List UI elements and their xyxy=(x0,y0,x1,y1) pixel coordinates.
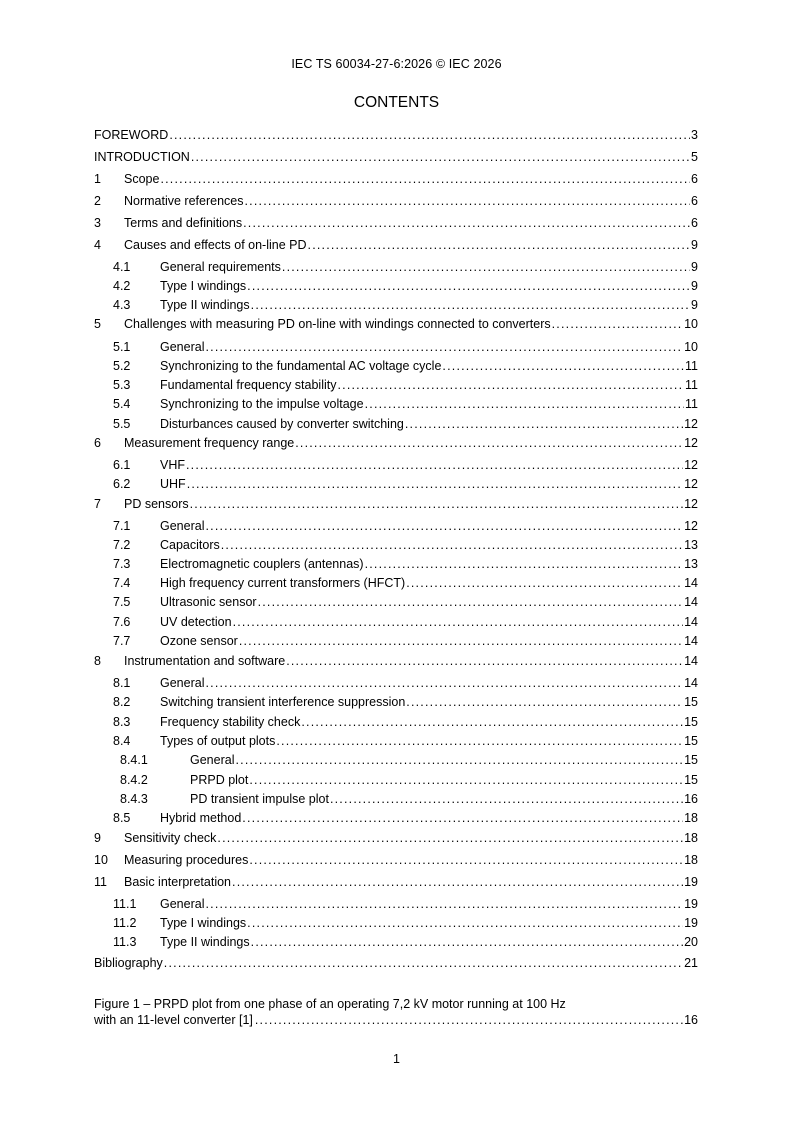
toc-entry[interactable] xyxy=(94,171,698,187)
dot-leader xyxy=(286,653,683,669)
toc-entry-page: 15 xyxy=(684,715,698,729)
toc-entry[interactable] xyxy=(94,316,698,332)
dot-leader xyxy=(251,297,690,313)
toc-entry-title: Type I windings xyxy=(160,916,247,930)
toc-entry[interactable] xyxy=(113,733,698,749)
toc-entry-title: Electromagnetic couplers (antennas) xyxy=(160,557,364,571)
toc-entry-number: 8.4.1 xyxy=(120,753,148,767)
toc-entry-title: Frequency stability check xyxy=(160,715,301,729)
toc-entry-page: 19 xyxy=(684,916,698,930)
toc-entry[interactable] xyxy=(120,752,698,768)
toc-entry-number: 8.3 xyxy=(113,715,131,729)
toc-entry[interactable] xyxy=(94,193,698,209)
toc-entry[interactable] xyxy=(113,358,698,374)
toc-entry-number: 6.1 xyxy=(113,458,131,472)
toc-entry-number: 4.1 xyxy=(113,260,131,274)
toc-entry-page: 14 xyxy=(684,634,698,648)
toc-entry-page: 12 xyxy=(684,497,698,511)
toc-entry-title: General xyxy=(160,676,205,690)
toc-entry[interactable] xyxy=(94,127,698,143)
toc-entry-number: 7.1 xyxy=(113,519,131,533)
toc-entry-title: Basic interpretation xyxy=(124,875,232,889)
dot-leader xyxy=(205,896,683,912)
toc-entry-title: Measurement frequency range xyxy=(124,436,295,450)
toc-entry-number: 11 xyxy=(94,875,107,889)
figure-entry-caption[interactable]: Figure 1 – PRPD plot from one phase of an operating 7,2 kV motor running at 100 Hz xyxy=(94,997,566,1011)
toc-entry-title: Fundamental frequency stability xyxy=(160,378,337,392)
toc-entry-number: 11.3 xyxy=(113,935,137,949)
dot-leader xyxy=(191,149,690,165)
toc-entry-number: 8 xyxy=(94,654,101,668)
toc-entry[interactable] xyxy=(113,934,698,950)
toc-entry[interactable] xyxy=(113,714,698,730)
dot-leader xyxy=(552,316,683,332)
toc-entry-page: 10 xyxy=(684,340,698,354)
document-header: IEC TS 60034-27-6:2026 © IEC 2026 xyxy=(291,57,502,71)
toc-entry[interactable] xyxy=(94,874,698,890)
toc-entry-page: 14 xyxy=(684,595,698,609)
dot-leader xyxy=(186,457,683,473)
toc-entry-number: 5.2 xyxy=(113,359,131,373)
toc-entry-number: 4.3 xyxy=(113,298,131,312)
toc-entry[interactable] xyxy=(94,955,698,971)
dot-leader xyxy=(160,171,690,187)
toc-entry-page: 6 xyxy=(691,194,698,208)
toc-entry-title: Type I windings xyxy=(160,279,247,293)
dot-leader xyxy=(245,193,691,209)
toc-entry-page: 16 xyxy=(684,792,698,806)
toc-entry-title: Types of output plots xyxy=(160,734,276,748)
toc-entry-title: Bibliography xyxy=(94,956,163,970)
dot-leader xyxy=(330,791,683,807)
dot-leader xyxy=(247,915,683,931)
toc-entry[interactable] xyxy=(113,915,698,931)
toc-entry-title: Ozone sensor xyxy=(160,634,238,648)
toc-entry-title: Synchronizing to the fundamental AC voltage cycle xyxy=(160,359,442,373)
toc-entry-title: Synchronizing to the impulse voltage xyxy=(160,397,364,411)
dot-leader xyxy=(233,614,684,630)
dot-leader xyxy=(205,675,683,691)
dot-leader xyxy=(295,435,683,451)
dot-leader xyxy=(205,518,683,534)
toc-entry[interactable] xyxy=(113,537,698,553)
toc-entry-number: 5 xyxy=(94,317,101,331)
dot-leader xyxy=(221,537,683,553)
dot-leader xyxy=(258,594,684,610)
dot-leader xyxy=(442,358,684,374)
toc-entry-title: Causes and effects of on-line PD xyxy=(124,238,307,252)
toc-entry-number: 5.4 xyxy=(113,397,131,411)
dot-leader xyxy=(405,416,683,432)
toc-entry-title: General xyxy=(190,753,235,767)
toc-entry-title: Type II windings xyxy=(160,935,250,949)
toc-entry-page: 6 xyxy=(691,216,698,230)
dot-leader xyxy=(365,556,684,572)
toc-entry-title: Scope xyxy=(124,172,160,186)
toc-entry-number: 11.2 xyxy=(113,916,137,930)
figure-entry-caption-cont: with an 11-level converter [1] xyxy=(94,1013,253,1027)
toc-entry-title: INTRODUCTION xyxy=(94,150,190,164)
toc-entry-title: Ultrasonic sensor xyxy=(160,595,257,609)
toc-entry[interactable] xyxy=(94,237,698,253)
toc-entry[interactable] xyxy=(113,476,698,492)
toc-entry-page: 11 xyxy=(685,359,698,373)
toc-entry-number: 7.7 xyxy=(113,634,131,648)
toc-entry[interactable] xyxy=(113,614,698,630)
toc-entry-title: PD transient impulse plot xyxy=(190,792,329,806)
toc-entry-title: Normative references xyxy=(124,194,244,208)
dot-leader xyxy=(205,339,683,355)
toc-entry-title: PD sensors xyxy=(124,497,189,511)
dot-leader xyxy=(276,733,683,749)
toc-entry[interactable] xyxy=(94,653,698,669)
toc-entry[interactable] xyxy=(94,215,698,231)
dot-leader xyxy=(365,396,684,412)
toc-entry-title: Challenges with measuring PD on-line with windings connected to converters xyxy=(124,317,551,331)
toc-entry[interactable] xyxy=(113,575,698,591)
dot-leader xyxy=(187,476,683,492)
toc-entry-number: 7 xyxy=(94,497,101,511)
toc-entry-title: Disturbances caused by converter switching xyxy=(160,417,404,431)
dot-leader xyxy=(164,955,683,971)
toc-entry-page: 18 xyxy=(684,853,698,867)
toc-entry-number: 7.2 xyxy=(113,538,131,552)
dot-leader xyxy=(169,127,690,143)
toc-entry-page: 15 xyxy=(684,773,698,787)
toc-entry-title: PRPD plot xyxy=(190,773,249,787)
toc-entry-number: 8.4 xyxy=(113,734,131,748)
toc-entry[interactable] xyxy=(113,556,698,572)
toc-entry[interactable] xyxy=(113,810,698,826)
toc-entry-page: 14 xyxy=(684,676,698,690)
toc-entry[interactable] xyxy=(113,377,698,393)
toc-entry[interactable] xyxy=(94,149,698,165)
toc-entry-title: General requirements xyxy=(160,260,281,274)
toc-entry-page: 10 xyxy=(684,317,698,331)
toc-entry-title: Capacitors xyxy=(160,538,220,552)
dot-leader xyxy=(249,772,683,788)
toc-entry-page: 11 xyxy=(685,378,698,392)
dot-leader xyxy=(217,830,683,846)
toc-entry-page: 9 xyxy=(691,279,698,293)
toc-entry-title: General xyxy=(160,340,205,354)
toc-entry-title: UHF xyxy=(160,477,186,491)
toc-entry-page: 9 xyxy=(691,298,698,312)
toc-entry-number: 11.1 xyxy=(113,897,137,911)
toc-entry[interactable] xyxy=(113,896,698,912)
dot-leader xyxy=(251,934,683,950)
dot-leader xyxy=(247,278,690,294)
toc-entry-title: Sensitivity check xyxy=(124,831,217,845)
toc-entry[interactable] xyxy=(113,297,698,313)
toc-entry-page: 15 xyxy=(684,753,698,767)
toc-entry[interactable] xyxy=(94,496,698,512)
toc-entry-page: 5 xyxy=(691,150,698,164)
page-title: CONTENTS xyxy=(353,94,440,111)
toc-entry[interactable] xyxy=(94,852,698,868)
toc-entry-page: 12 xyxy=(684,477,698,491)
dot-leader xyxy=(235,752,683,768)
figure-entry[interactable] xyxy=(94,1012,698,1028)
toc-entry-number: 8.1 xyxy=(113,676,131,690)
toc-entry-title: VHF xyxy=(160,458,185,472)
toc-entry-page: 9 xyxy=(691,238,698,252)
toc-entry-number: 10 xyxy=(94,853,108,867)
toc-entry-number: 8.4.2 xyxy=(120,773,148,787)
toc-entry-page: 14 xyxy=(684,615,698,629)
toc-entry-title: Terms and definitions xyxy=(124,216,243,230)
toc-entry-number: 7.4 xyxy=(113,576,131,590)
toc-entry-page: 12 xyxy=(684,436,698,450)
toc-entry-title: General xyxy=(160,897,205,911)
toc-entry-page: 12 xyxy=(684,417,698,431)
toc-entry-title: Hybrid method xyxy=(160,811,242,825)
toc-entry-page: 9 xyxy=(691,260,698,274)
dot-leader xyxy=(282,259,690,275)
toc-entry-title: General xyxy=(160,519,205,533)
toc-entry-number: 8.5 xyxy=(113,811,131,825)
toc-entry-number: 3 xyxy=(94,216,101,230)
toc-entry-page: 19 xyxy=(684,897,698,911)
toc-entry-page: 6 xyxy=(691,172,698,186)
toc-entry-number: 7.6 xyxy=(113,615,131,629)
toc-entry[interactable] xyxy=(113,633,698,649)
toc-entry-number: 2 xyxy=(94,194,101,208)
toc-entry-page: 13 xyxy=(684,557,698,571)
dot-leader xyxy=(406,575,683,591)
toc-entry[interactable] xyxy=(113,339,698,355)
toc-entry-title: Instrumentation and software xyxy=(124,654,286,668)
toc-entry-page: 13 xyxy=(684,538,698,552)
dot-leader xyxy=(337,377,684,393)
toc-entry-title: High frequency current transformers (HFCT) xyxy=(160,576,406,590)
dot-leader xyxy=(301,714,683,730)
figure-entry-page: 16 xyxy=(684,1013,698,1027)
dot-leader xyxy=(308,237,691,253)
toc-entry-number: 1 xyxy=(94,172,101,186)
dot-leader xyxy=(243,215,690,231)
toc-entry-page: 12 xyxy=(684,458,698,472)
toc-entry-number: 5.5 xyxy=(113,417,131,431)
toc-entry-number: 8.2 xyxy=(113,695,131,709)
toc-entry[interactable] xyxy=(113,416,698,432)
toc-entry-page: 14 xyxy=(684,576,698,590)
toc-entry-number: 6.2 xyxy=(113,477,131,491)
toc-entry-number: 5.1 xyxy=(113,340,131,354)
list-of-figures xyxy=(94,996,698,1028)
dot-leader xyxy=(232,874,683,890)
dot-leader xyxy=(249,852,683,868)
toc-entry-page: 14 xyxy=(684,654,698,668)
toc-entry-number: 8.4.3 xyxy=(120,792,148,806)
toc-entry-title: UV detection xyxy=(160,615,232,629)
toc-entry-page: 15 xyxy=(684,695,698,709)
toc-entry-number: 7.5 xyxy=(113,595,131,609)
toc-entry-page: 3 xyxy=(691,128,698,142)
toc-entry[interactable] xyxy=(113,278,698,294)
toc-entry-title: Switching transient interference suppression xyxy=(160,695,406,709)
toc-entry[interactable] xyxy=(113,675,698,691)
dot-leader xyxy=(406,694,683,710)
toc-entry-page: 11 xyxy=(685,397,698,411)
dot-leader xyxy=(242,810,683,826)
toc-entry-number: 7.3 xyxy=(113,557,131,571)
toc-entry[interactable] xyxy=(94,435,698,451)
toc-entry[interactable] xyxy=(113,694,698,710)
toc-entry[interactable] xyxy=(113,457,698,473)
toc-entry-number: 6 xyxy=(94,436,101,450)
toc-entry-page: 15 xyxy=(684,734,698,748)
dot-leader xyxy=(239,633,683,649)
toc-entry[interactable] xyxy=(113,259,698,275)
toc-entry-title: Measuring procedures xyxy=(124,853,249,867)
page-number: 1 xyxy=(393,1052,400,1066)
toc-entry-title: FOREWORD xyxy=(94,128,169,142)
toc-entry-page: 20 xyxy=(684,935,698,949)
toc-entry-page: 19 xyxy=(684,875,698,889)
toc-entry-page: 21 xyxy=(684,956,698,970)
dot-leader xyxy=(190,496,683,512)
dot-leader xyxy=(255,1012,683,1028)
toc-entry-number: 5.3 xyxy=(113,378,131,392)
toc-entry[interactable] xyxy=(113,594,698,610)
toc-entry-number: 9 xyxy=(94,831,101,845)
toc-entry[interactable] xyxy=(94,830,698,846)
toc-entry-number: 4 xyxy=(94,238,101,252)
toc-entry-page: 18 xyxy=(684,811,698,825)
toc-entry[interactable] xyxy=(113,396,698,412)
toc-entry-title: Type II windings xyxy=(160,298,250,312)
toc-entry[interactable] xyxy=(120,791,698,807)
toc-entry-number: 4.2 xyxy=(113,279,131,293)
toc-entry-page: 12 xyxy=(684,519,698,533)
toc-entry-page: 18 xyxy=(684,831,698,845)
toc-entry[interactable] xyxy=(113,518,698,534)
toc-entry[interactable] xyxy=(120,772,698,788)
